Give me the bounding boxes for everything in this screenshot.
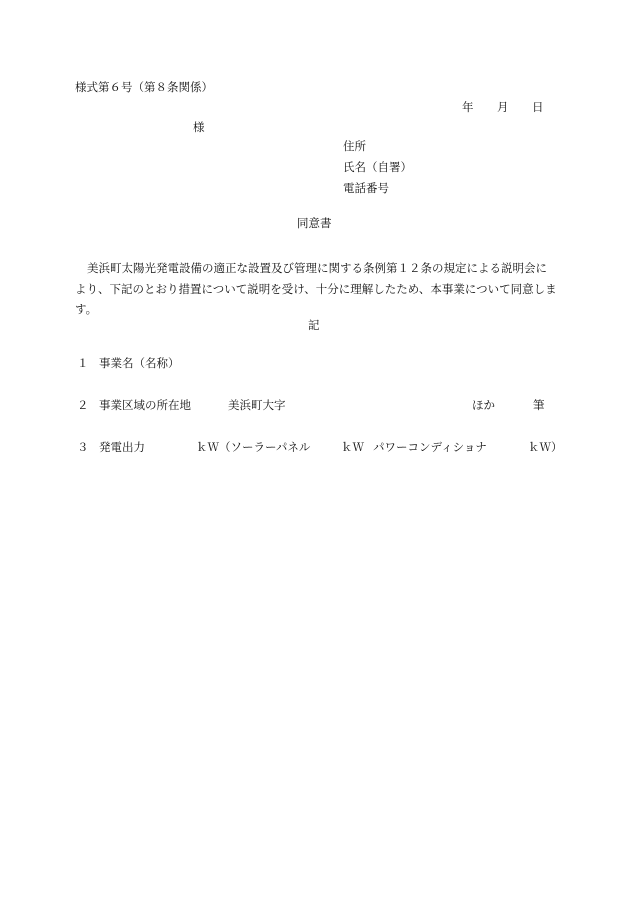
addressee-suffix: 様 bbox=[193, 120, 205, 134]
name-label: 氏名（自署） bbox=[343, 160, 412, 174]
item-label: 事業区域の所在地 bbox=[99, 398, 191, 412]
document-title: 同意書 bbox=[297, 216, 332, 230]
consent-body-text: 美浜町太陽光発電設備の適正な設置及び管理に関する条例第１２条の規定による説明会により、下記のとおり措置について説明を受け、十分に理解したため、本事業について同意します。 bbox=[75, 261, 557, 316]
date-day-label: 日 bbox=[532, 100, 544, 114]
output-total-unit: ｋＷ（ソーラーパネル bbox=[196, 440, 311, 454]
item-label: 事業名（名称） bbox=[99, 356, 180, 370]
item-number: ２ bbox=[77, 398, 89, 412]
date-year-label: 年 bbox=[462, 100, 474, 114]
parcel-counter: 筆 bbox=[533, 398, 545, 412]
form-number: 様式第６号（第８条関係） bbox=[75, 80, 213, 94]
location-town: 美浜町大字 bbox=[228, 398, 286, 412]
location-other: ほか bbox=[472, 398, 495, 412]
output-pcs-unit: ｋＷ） bbox=[528, 440, 563, 454]
phone-label: 電話番号 bbox=[343, 181, 389, 195]
date-month-label: 月 bbox=[497, 100, 509, 114]
notes-heading: 記 bbox=[308, 318, 320, 332]
address-label: 住所 bbox=[343, 139, 366, 153]
item-number: １ bbox=[77, 356, 89, 370]
item-label: 発電出力 bbox=[99, 440, 145, 454]
pcs-label: パワーコンディショナ bbox=[373, 440, 487, 454]
item-number: ３ bbox=[77, 440, 89, 454]
output-panel-unit: ｋＷ bbox=[341, 440, 364, 454]
